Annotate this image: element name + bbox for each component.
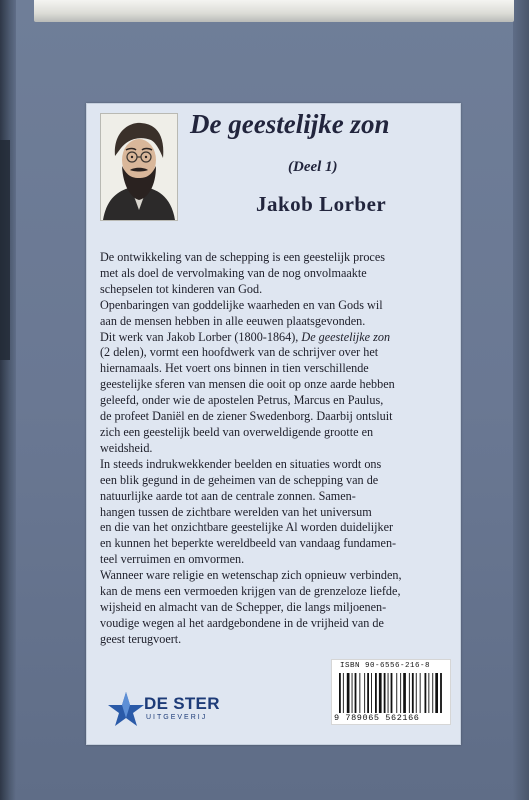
blurb-line: wijsheid en almacht van de Schepper, die langs miljoenen- <box>100 599 387 614</box>
blurb-line <box>100 330 450 346</box>
blurb-line: (2 delen), vormt een hoofdwerk van de schrijver over het <box>100 345 379 360</box>
author-portrait-icon <box>101 114 177 220</box>
barcode-bars-icon <box>339 673 443 713</box>
blurb-line: en die van het onzichtbare geestelijke Al worden duidelijker <box>100 520 394 535</box>
blurb-line: met als doel de vervolmaking van de nog onvolmaakte <box>100 265 367 280</box>
star-logo-icon <box>106 691 146 727</box>
book-author: Jakob Lorber <box>256 192 387 216</box>
blurb-line: hangen tussen de zichtbare werelden van het universum <box>100 504 372 519</box>
author-portrait <box>100 113 178 221</box>
spine-shadow <box>0 0 16 800</box>
barcode <box>331 659 451 725</box>
blurb-line: weidsheid. <box>100 440 153 455</box>
book-title: De geestelijke zon <box>190 109 390 139</box>
blurb-line: geestelijke sferen van mensen die ooit op onze aarde hebben <box>100 377 395 392</box>
blurb-line: voudige wegen al het aardgebondene in de vrijheid van de <box>100 615 384 630</box>
blurb-line: een blik gegund in de geheimen van de schepping van de <box>100 472 379 487</box>
back-cover-panel <box>86 103 461 745</box>
blurb-line: In steeds indrukwekkender beelden en situaties wordt ons <box>100 456 382 471</box>
page-block-top <box>34 0 514 22</box>
book-subtitle: (Deel 1) <box>288 159 338 175</box>
blurb-line: aan de mensen hebben in alle eeuwen plaatsgevonden. <box>100 313 366 328</box>
publisher-name: DE STER <box>144 694 220 713</box>
blurb-line: kan de mens een vermoeden krijgen van de grenzeloze liefde, <box>100 584 401 599</box>
cover-right-edge <box>513 0 529 800</box>
blurb-line: en kunnen het beperkte wereldbeeld van vandaag fundamen- <box>100 536 397 551</box>
publisher-logo <box>106 691 236 727</box>
isbn-number: ISBN 90-6556-216-8 <box>340 662 431 670</box>
blurb-line: geest terugvoert. <box>100 631 182 646</box>
blurb-line: De ontwikkeling van de schepping is een geestelijk proces <box>100 250 385 264</box>
blurb-text <box>100 250 450 648</box>
blurb-line: Wanneer ware religie en wetenschap zich opnieuw verbinden, <box>100 568 402 583</box>
publisher-tagline: UITGEVERIJ <box>146 714 208 721</box>
spine-dark-strip <box>0 140 10 360</box>
blurb-line: teel verruimen en omvormen. <box>100 552 245 567</box>
blurb-line: natuurlijke aarde tot aan de centrale zonnen. Samen- <box>100 488 356 503</box>
blurb-line: de profeet Daniël en de ziener Swedenborg. Daarbij ontsluit <box>100 409 393 424</box>
blurb-line-start: Dit werk van Jakob Lorber (1800-1864), <box>100 329 302 344</box>
blurb-line: hiernamaals. Het voert ons binnen in tien verschillende <box>100 361 369 376</box>
blurb-line: geleefd, onder wie de apostelen Petrus, Marcus en Paulus, <box>100 393 384 408</box>
blurb-line: Openbaringen van goddelijke waarheden en van Gods wil <box>100 297 383 312</box>
blurb-line: zich een geestelijk beeld van overweldigende grootte en <box>100 424 374 439</box>
ean-number: 9 789065 562166 <box>334 713 420 723</box>
blurb-italic-title: De geestelijke zon <box>301 329 391 344</box>
blurb-line: schepselen tot kinderen van God. <box>100 281 263 296</box>
